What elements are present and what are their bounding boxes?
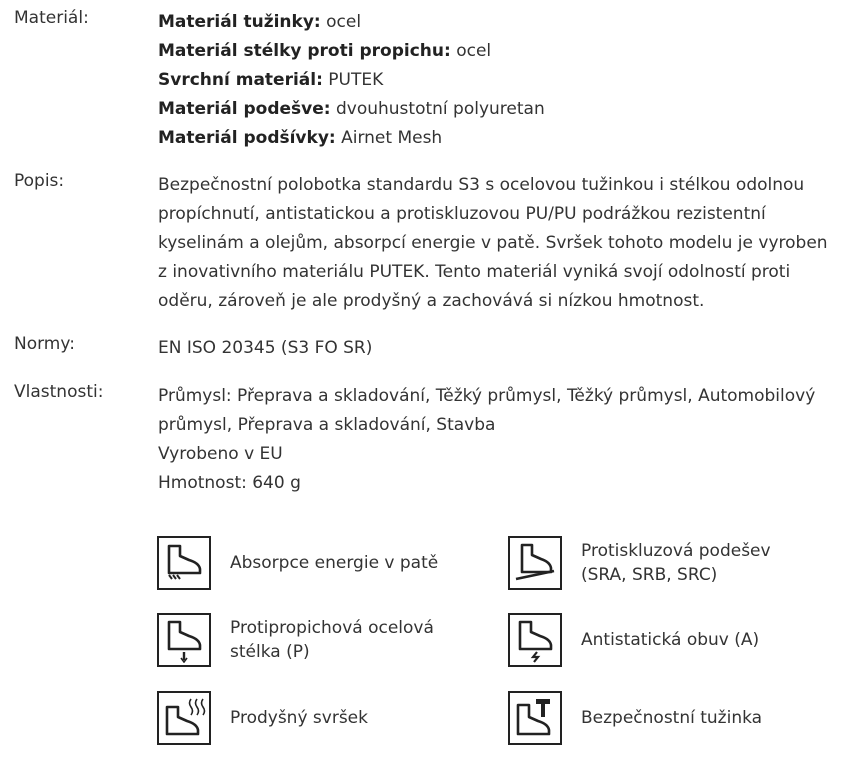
popis-line: z inovativního materiálu PUTEK. Tento materiál vyniká svojí odolností proti	[158, 262, 791, 282]
feature-label: Bezpečnostní tužinka	[581, 708, 763, 728]
feature-item	[508, 613, 759, 667]
material-label: Materiál:	[14, 8, 89, 28]
vlastnosti-line: průmysl, Přeprava a skladování, Stavba	[158, 415, 496, 435]
vlastnosti-line: Hmotnost: 640 g	[158, 473, 301, 493]
normy-label: Normy:	[14, 334, 75, 354]
material-item	[158, 37, 838, 66]
material-item	[158, 66, 838, 95]
feature-label: Prodyšný svršek	[230, 708, 368, 728]
material-item	[158, 8, 838, 37]
breathable-upper-icon	[157, 691, 211, 745]
heel-energy-absorption-icon	[157, 536, 211, 590]
material-item-value: ocel	[320, 12, 362, 32]
feature-label: Antistatická obuv (A)	[581, 630, 760, 650]
popis-line: oděru, zároveň je ale prodyšný a zachovává si nízkou hmotnost.	[158, 291, 705, 311]
vlastnosti-label: Vlastnosti:	[14, 382, 104, 402]
feature-item	[508, 691, 762, 745]
vlastnosti-line: Vyrobeno v EU	[158, 444, 283, 464]
material-item-value: PUTEK	[322, 70, 384, 90]
popis-line: propíchnutí, antistatickou a protiskluzovou PU/PU podrážkou rezistentní	[158, 204, 766, 224]
feature-label: Protipropichová ocelová stélka (P)	[230, 618, 434, 662]
material-item-key: Svrchní materiál:	[158, 70, 323, 90]
material-item-value: Airnet Mesh	[335, 128, 443, 148]
material-item-key: Materiál podešve:	[158, 99, 331, 119]
feature-item	[157, 536, 438, 590]
material-item-key: Materiál podšívky:	[158, 128, 336, 148]
feature-label: Absorpce energie v patě	[230, 553, 439, 573]
feature-label: Protiskluzová podešev (SRA, SRB, SRC)	[581, 541, 771, 585]
slip-resistant-sole-icon	[508, 536, 562, 590]
material-item-key: Materiál stélky proti propichu:	[158, 41, 451, 61]
feature-item	[157, 613, 434, 667]
feature-item	[157, 691, 368, 745]
popis-label: Popis:	[14, 171, 65, 191]
normy-value: EN ISO 20345 (S3 FO SR)	[158, 338, 373, 358]
material-item	[158, 95, 838, 124]
material-item-key: Materiál tužinky:	[158, 12, 321, 32]
material-list	[158, 8, 838, 153]
feature-item	[508, 536, 771, 590]
antistatic-shoe-icon	[508, 613, 562, 667]
safety-toecap-icon	[508, 691, 562, 745]
popis-text	[158, 171, 838, 316]
vlastnosti-line: Průmysl: Přeprava a skladování, Těžký průmysl, Těžký průmysl, Automobilový	[158, 386, 816, 406]
popis-line: kyselinám a olejům, absorpcí energie v patě. Svršek tohoto modelu je vyroben	[158, 233, 828, 253]
material-item-value: dvouhustotní polyuretan	[330, 99, 545, 119]
material-item-value: ocel	[450, 41, 492, 61]
vlastnosti-text	[158, 382, 838, 498]
popis-line: Bezpečnostní polobotka standardu S3 s ocelovou tužinkou i stélkou odolnou	[158, 175, 805, 195]
material-item	[158, 124, 838, 153]
puncture-resistant-insole-icon	[157, 613, 211, 667]
